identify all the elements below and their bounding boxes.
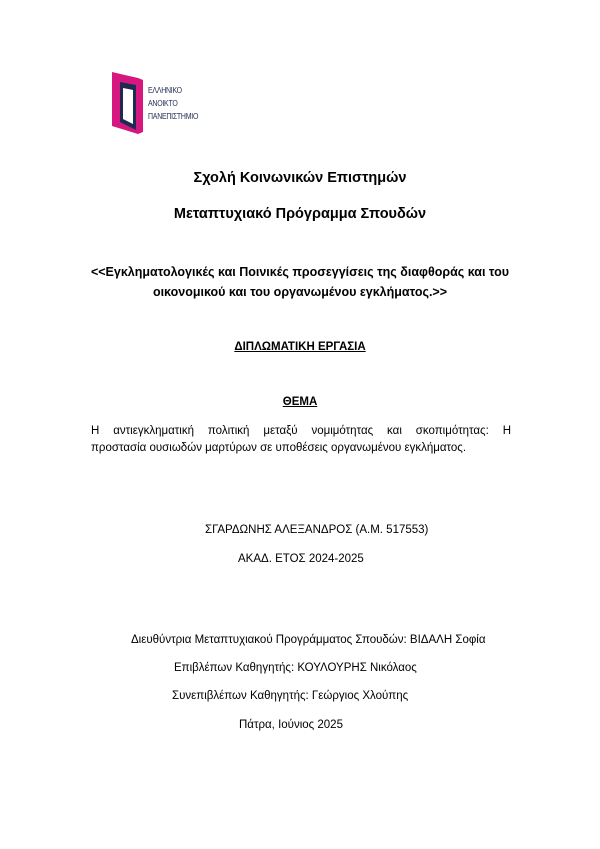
- place-date: Πάτρα, Ιούνιος 2025: [239, 719, 343, 731]
- program-director: Διευθύντρια Μεταπτυχιακού Προγράμματος Σπουδών: ΒΙΔΑΛΗ Σοφία: [131, 634, 486, 646]
- program-name: Μεταπτυχιακό Πρόγραμμα Σπουδών: [173, 206, 427, 222]
- thesis-title-line: προστασία ουσιωδών μαρτύρων σε υποθέσεις οργανωμένου εγκλήματος.: [91, 442, 467, 454]
- theme-heading: ΘΕΜΑ: [282, 396, 318, 408]
- logo-line: ΕΛΛΗΝΙΚΟ: [148, 85, 182, 95]
- author: ΣΓΑΡΔΩΝΗΣ ΑΛΕΞΑΝΔΡΟΣ (Α.Μ. 517553): [205, 524, 429, 536]
- thesis-title: [91, 423, 511, 457]
- supervisor: Επιβλέπων Καθηγητής: ΚΟΥΛΟΥΡΗΣ Νικόλαος: [174, 662, 417, 674]
- program-title: <<Εγκληματολογικές και Ποινικές προσεγγίσεις της διαφθοράς και του οικονομικού και του οργανωμένου εγκλήματος.>>: [90, 265, 510, 299]
- logo-line: ΠΑΝΕΠΙΣΤΗΜΙΟ: [148, 111, 199, 121]
- document-type: ΔΙΠΛΩΜΑΤΙΚΗ ΕΡΓΑΣΙΑ: [234, 341, 366, 353]
- logo-line: ΑΝΟΙΚΤΟ: [148, 98, 178, 108]
- university-logo-icon: [112, 72, 146, 134]
- academic-year: ΑΚΑΔ. ΕΤΟΣ 2024-2025: [238, 553, 364, 565]
- university-logo: [112, 72, 212, 134]
- logo-text: [148, 84, 198, 123]
- school-name: Σχολή Κοινωνικών Επιστημών: [193, 170, 407, 186]
- co-supervisor: Συνεπιβλέπων Καθηγητής: Γεώργιος Χλούπης: [172, 690, 409, 702]
- thesis-title-line: Η αντιεγκληματική πολιτική μεταξύ νομιμότητας και σκοπιμότητας: Η: [91, 425, 511, 437]
